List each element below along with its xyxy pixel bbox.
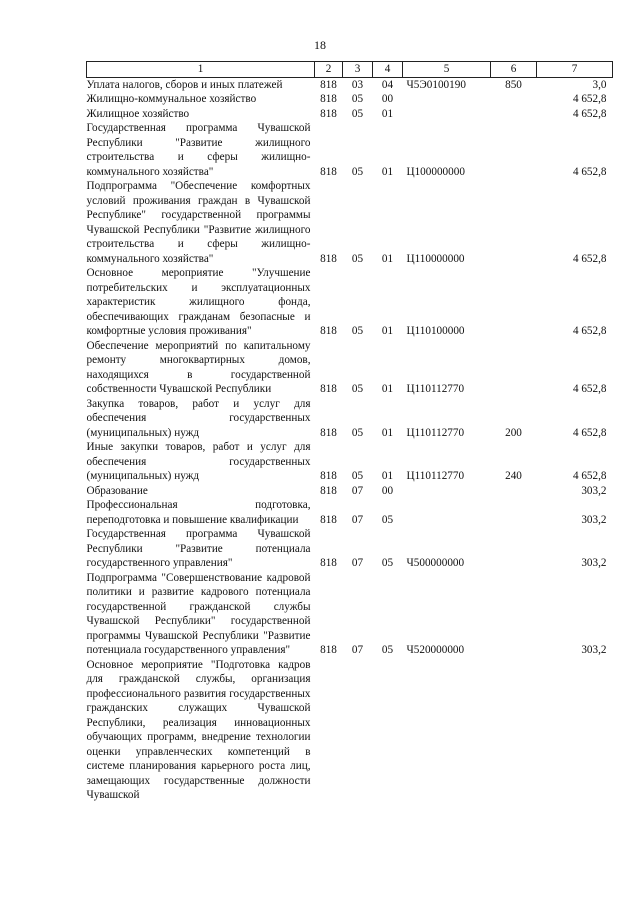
row-code-subsection: 05	[381, 644, 394, 656]
row-code-expense-type: 240	[505, 470, 522, 482]
row-amount: 303,2	[581, 513, 607, 526]
page-number: 18	[314, 38, 326, 52]
row-code-ministry: 818	[320, 165, 337, 178]
row-code-subsection: 01	[381, 252, 394, 265]
row-description: Обеспечение мероприятий по капитальному ремонту многоквартирных домов, находящихся в государственной собственности Чувашской Республики	[86, 339, 311, 395]
row-code-section: 07	[351, 513, 364, 526]
row-code-section: 05	[351, 107, 364, 120]
table-row	[87, 527, 613, 571]
header-col-2: 2	[315, 62, 343, 78]
row-amount: 4 652,8	[572, 252, 607, 265]
row-description: Государственная программа Чувашской Республики "Развитие потенциала государственного управления"	[86, 528, 311, 569]
table-row	[87, 121, 613, 179]
table-row	[87, 77, 613, 92]
table-row	[87, 571, 613, 658]
row-code-section: 03	[351, 78, 364, 91]
table-row	[87, 484, 613, 499]
row-description: Иные закупки товаров, работ и услуг для обеспечения государственных (муниципальных) нужд	[86, 441, 311, 482]
row-description: Подпрограмма "Обеспечение комфортных условий проживания граждан в Чувашской Республике" государственной программы Чувашской Республики "Развитие жилищного строительства и сферы жилищно-коммунального хозяйства"	[86, 180, 311, 265]
row-code-target: Ц110112770	[406, 426, 465, 439]
row-code-subsection: 05	[381, 557, 394, 569]
table-row	[87, 339, 613, 397]
row-code-section: 05	[351, 426, 364, 439]
row-code-subsection: 04	[381, 78, 394, 91]
row-code-ministry: 818	[320, 383, 337, 395]
row-code-subsection: 00	[381, 484, 394, 497]
row-code-ministry: 818	[320, 93, 337, 105]
row-code-section: 07	[351, 644, 364, 656]
row-description: Образование	[86, 484, 148, 497]
row-code-section: 07	[351, 484, 364, 497]
row-code-subsection: 05	[381, 513, 394, 526]
row-amount: 4 652,8	[572, 107, 607, 120]
row-code-expense-type	[491, 498, 537, 527]
row-amount: 4 652,8	[572, 165, 607, 178]
row-code-section: 07	[351, 557, 364, 569]
header-col-3: 3	[343, 62, 373, 78]
row-code-expense-type	[491, 107, 537, 122]
row-amount: 4 652,8	[572, 383, 607, 395]
row-code-ministry: 818	[320, 426, 337, 439]
row-amount: 303,2	[581, 484, 607, 497]
row-code-expense-type	[491, 658, 537, 803]
row-code-subsection: 01	[381, 470, 394, 482]
header-col-7: 7	[537, 62, 613, 78]
row-description: Государственная программа Чувашской Республики "Развитие жилищного строительства и сферы жилищно-коммунального хозяйства"	[86, 122, 311, 178]
row-code-target	[403, 92, 491, 107]
row-code-expense-type	[491, 179, 537, 266]
table-row	[87, 266, 613, 339]
row-code-ministry: 818	[320, 557, 337, 569]
row-code-section: 05	[351, 383, 364, 395]
row-code-expense-type	[491, 527, 537, 571]
row-code-target: Ц110100000	[406, 325, 465, 337]
row-code-subsection: 01	[381, 107, 394, 120]
row-description: Жилищное хозяйство	[86, 107, 190, 120]
row-amount: 4 652,8	[572, 426, 607, 439]
header-col-5: 5	[403, 62, 491, 78]
row-code-subsection	[373, 658, 403, 803]
row-code-target: Ц110112770	[406, 470, 465, 482]
row-code-target: Ч520000000	[406, 644, 465, 656]
header-col-6: 6	[491, 62, 537, 78]
row-description: Основное мероприятие "Подготовка кадров для гражданской службы, организация профессионального развития государственных гражданских служащих Чувашской Республики, реализация инновационных обучающих программ, внедрение технологии оценки управленческих компетенций в системе планирования карьерного роста лиц, замещающих государственные должности Чувашской	[86, 658, 311, 801]
row-code-target	[403, 484, 491, 499]
row-description: Подпрограмма "Совершенствование кадровой политики и развитие кадрового потенциала государственной гражданской службы Чувашской Республики" государственной программы Чувашской Республики "Развитие потенциала государственного управления"	[86, 571, 311, 656]
row-code-section: 05	[351, 470, 364, 482]
row-code-target	[403, 107, 491, 122]
row-code-section: 05	[351, 165, 364, 178]
table-row	[87, 440, 613, 484]
header-col-1: 1	[87, 62, 315, 78]
budget-table	[86, 61, 613, 803]
row-amount: 4 652,8	[572, 470, 607, 482]
row-code-expense-type	[491, 571, 537, 658]
row-amount: 4 652,8	[572, 93, 607, 105]
table-row	[87, 107, 613, 122]
table-row	[87, 397, 613, 441]
row-code-ministry: 818	[320, 107, 337, 120]
row-code-subsection: 01	[381, 383, 394, 395]
row-description: Профессиональная подготовка, переподготовка и повышение квалификации	[86, 499, 311, 526]
row-amount: 303,2	[581, 557, 607, 569]
row-code-ministry: 818	[320, 644, 337, 656]
row-code-target: Ц110112770	[406, 383, 465, 395]
table-row	[87, 179, 613, 266]
row-code-expense-type	[491, 339, 537, 397]
table-row	[87, 92, 613, 107]
row-code-section: 05	[351, 252, 364, 265]
row-description: Закупка товаров, работ и услуг для обеспечения государственных (муниципальных) нужд	[86, 397, 311, 439]
row-code-ministry: 818	[320, 78, 337, 91]
row-amount	[537, 658, 613, 803]
row-code-ministry: 818	[320, 325, 337, 337]
row-amount: 303,2	[581, 644, 607, 656]
row-code-target: Ч5Э0100190	[406, 78, 466, 91]
row-code-ministry: 818	[320, 470, 337, 482]
row-code-section	[343, 658, 373, 803]
row-code-target	[403, 498, 491, 527]
row-code-subsection: 01	[381, 165, 394, 178]
row-code-ministry: 818	[320, 513, 337, 526]
row-description: Уплата налогов, сборов и иных платежей	[86, 78, 283, 91]
row-code-subsection: 00	[381, 93, 394, 105]
row-code-section: 05	[351, 93, 364, 105]
row-code-expense-type: 850	[505, 78, 522, 91]
row-code-expense-type: 200	[505, 426, 522, 439]
row-amount: 4 652,8	[572, 325, 607, 337]
row-code-subsection: 01	[381, 325, 394, 337]
row-code-expense-type	[491, 92, 537, 107]
row-amount: 3,0	[592, 78, 607, 91]
row-code-target: Ч500000000	[406, 557, 465, 569]
header-row	[87, 62, 613, 78]
row-code-ministry: 818	[320, 252, 337, 265]
row-code-ministry	[315, 658, 343, 803]
table-row	[87, 658, 613, 803]
row-code-target: Ц100000000	[406, 165, 465, 178]
row-code-subsection: 01	[381, 426, 394, 439]
row-description: Жилищно-коммунальное хозяйство	[86, 93, 257, 105]
row-code-expense-type	[491, 121, 537, 179]
row-code-expense-type	[491, 484, 537, 499]
row-code-ministry: 818	[320, 484, 337, 497]
row-code-target: Ц110000000	[406, 252, 465, 265]
row-code-target	[403, 658, 491, 803]
header-col-4: 4	[373, 62, 403, 78]
table-row	[87, 498, 613, 527]
row-description: Основное мероприятие "Улучшение потребительских и эксплуатационных характеристик жилищного фонда, обеспечивающих гражданам безопасные и комфортные условия проживания"	[86, 267, 311, 337]
row-code-expense-type	[491, 266, 537, 339]
row-code-section: 05	[351, 325, 364, 337]
